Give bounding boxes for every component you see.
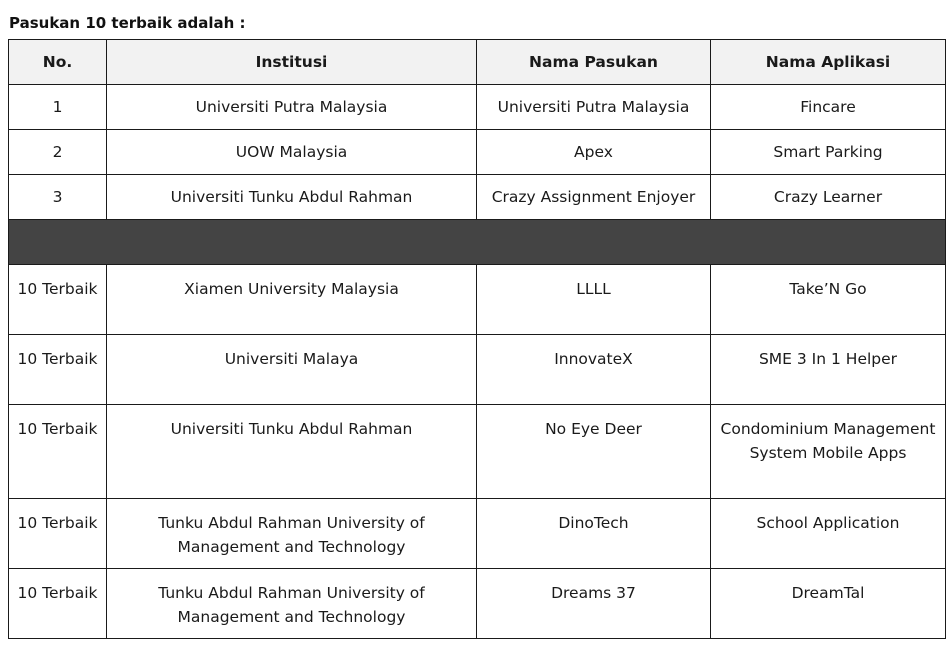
cell-team-name: Apex [477,130,711,175]
cell-institution: Universiti Putra Malaysia [107,85,477,130]
table-row [9,130,946,175]
header-institution: Institusi [107,40,477,85]
cell-institution: Universiti Malaya [107,335,477,405]
cell-app-name: Condominium Management System Mobile Apps [711,405,946,499]
table-header-row [9,40,946,85]
table-row [9,175,946,220]
cell-team-name: InnovateX [477,335,711,405]
cell-no: 3 [9,175,107,220]
table-row [9,85,946,130]
header-app-name: Nama Aplikasi [711,40,946,85]
table-row [9,405,946,499]
cell-no: 10 Terbaik [9,499,107,569]
cell-no: 10 Terbaik [9,405,107,499]
cell-no: 1 [9,85,107,130]
table-row [9,265,946,335]
header-no: No. [9,40,107,85]
table-row [9,335,946,405]
cell-no: 10 Terbaik [9,569,107,639]
cell-no: 2 [9,130,107,175]
cell-team-name: Universiti Putra Malaysia [477,85,711,130]
cell-institution: Tunku Abdul Rahman University of Management and Technology [107,499,477,569]
cell-team-name: Dreams 37 [477,569,711,639]
cell-app-name: School Application [711,499,946,569]
cell-team-name: DinoTech [477,499,711,569]
cell-institution: Universiti Tunku Abdul Rahman [107,405,477,499]
cell-app-name: Take’N Go [711,265,946,335]
page-title: Pasukan 10 terbaik adalah : [9,14,246,32]
cell-no: 10 Terbaik [9,265,107,335]
cell-team-name: LLLL [477,265,711,335]
cell-no: 10 Terbaik [9,335,107,405]
cell-app-name: Smart Parking [711,130,946,175]
cell-app-name: Crazy Learner [711,175,946,220]
header-team-name: Nama Pasukan [477,40,711,85]
table-row [9,569,946,639]
cell-app-name: SME 3 In 1 Helper [711,335,946,405]
separator-row [9,220,946,265]
cell-app-name: Fincare [711,85,946,130]
cell-institution: Tunku Abdul Rahman University of Management and Technology [107,569,477,639]
top-teams-table [8,39,946,639]
cell-institution: Xiamen University Malaysia [107,265,477,335]
cell-institution: Universiti Tunku Abdul Rahman [107,175,477,220]
cell-app-name: DreamTal [711,569,946,639]
cell-institution: UOW Malaysia [107,130,477,175]
table-row [9,499,946,569]
cell-team-name: Crazy Assignment Enjoyer [477,175,711,220]
cell-team-name: No Eye Deer [477,405,711,499]
separator-bar [9,220,946,265]
